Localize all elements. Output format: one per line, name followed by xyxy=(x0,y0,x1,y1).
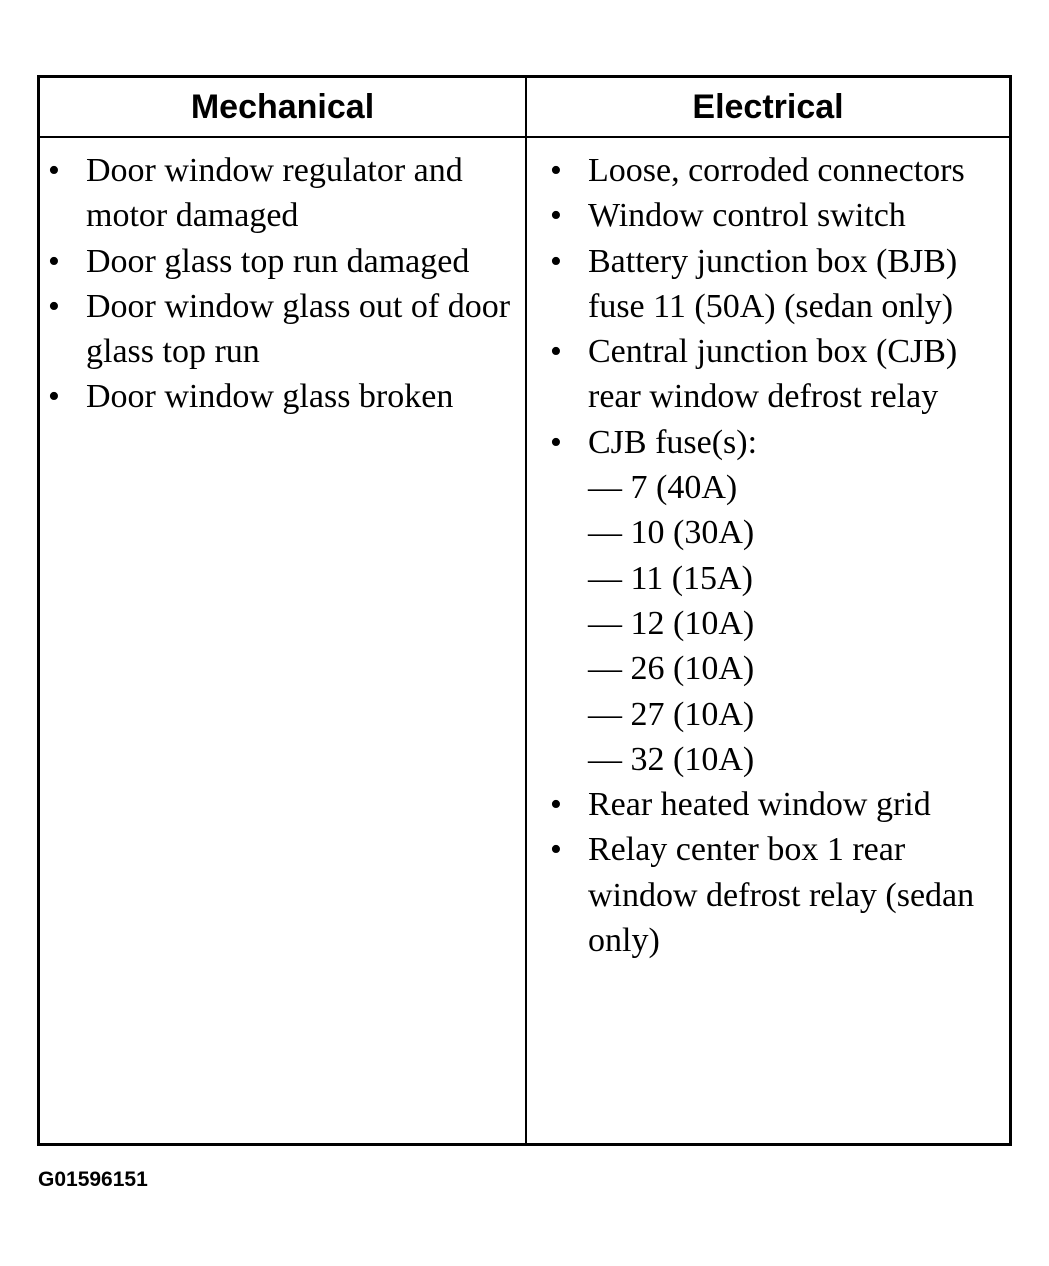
header-divider xyxy=(40,136,1009,138)
item-text: Relay center box 1 rear window defrost relay (sedan only) xyxy=(588,831,975,960)
bullet-icon: • xyxy=(550,197,562,235)
fuse-list-item: — 32 (10A) xyxy=(588,740,755,778)
list-item xyxy=(48,148,518,239)
item-text: Door glass top run damaged xyxy=(86,242,470,280)
bullet-icon: • xyxy=(550,423,562,461)
list-item xyxy=(48,374,518,419)
item-text: Door window regulator and motor damaged xyxy=(86,152,463,235)
fuse-list-item: — 10 (30A) xyxy=(588,514,755,552)
fuse-list-item: — 12 (10A) xyxy=(588,604,755,642)
figure-id: G01596151 xyxy=(38,1168,148,1191)
fuse-list-item: — 26 (10A) xyxy=(588,650,755,688)
diagnosis-table xyxy=(37,75,1012,1146)
item-text: Door window glass out of door glass top run xyxy=(86,287,511,371)
list-item xyxy=(48,239,518,284)
list-item xyxy=(550,148,1010,193)
list-item xyxy=(550,420,1010,465)
item-text: Battery junction box (BJB) fuse 11 (50A) (sedan only) xyxy=(588,242,958,325)
header-mechanical: Mechanical xyxy=(190,87,375,126)
bullet-icon: • xyxy=(550,333,562,371)
bullet-icon: • xyxy=(48,287,60,325)
fuse-list-item: — 7 (40A) xyxy=(588,469,738,507)
item-text: CJB fuse(s): xyxy=(588,423,758,461)
list-item xyxy=(550,193,1010,238)
list-item xyxy=(550,827,1010,963)
bullet-icon: • xyxy=(48,378,60,416)
bullet-icon: • xyxy=(550,242,562,280)
list-item xyxy=(48,284,518,375)
fuse-list-item: — 11 (15A) xyxy=(588,559,753,597)
header-electrical: Electrical xyxy=(692,87,844,126)
item-text: Rear heated window grid xyxy=(588,786,931,824)
bullet-icon: • xyxy=(550,152,562,189)
item-text: Loose, corroded connectors xyxy=(588,152,965,189)
column-divider xyxy=(525,78,527,1143)
item-text: Central junction box (CJB) rear window defrost relay xyxy=(588,333,958,416)
list-item xyxy=(550,782,1010,827)
bullet-icon: • xyxy=(550,831,562,869)
item-text: Door window glass broken xyxy=(86,378,454,416)
bullet-icon: • xyxy=(48,242,60,280)
bullet-icon: • xyxy=(48,152,60,189)
electrical-column xyxy=(550,148,1010,963)
fuse-list-item: — 27 (10A) xyxy=(588,695,755,733)
list-item xyxy=(550,329,1010,420)
item-text: Window control switch xyxy=(588,197,906,235)
mechanical-column xyxy=(48,148,518,420)
bullet-icon: • xyxy=(550,786,562,824)
list-item xyxy=(550,239,1010,330)
